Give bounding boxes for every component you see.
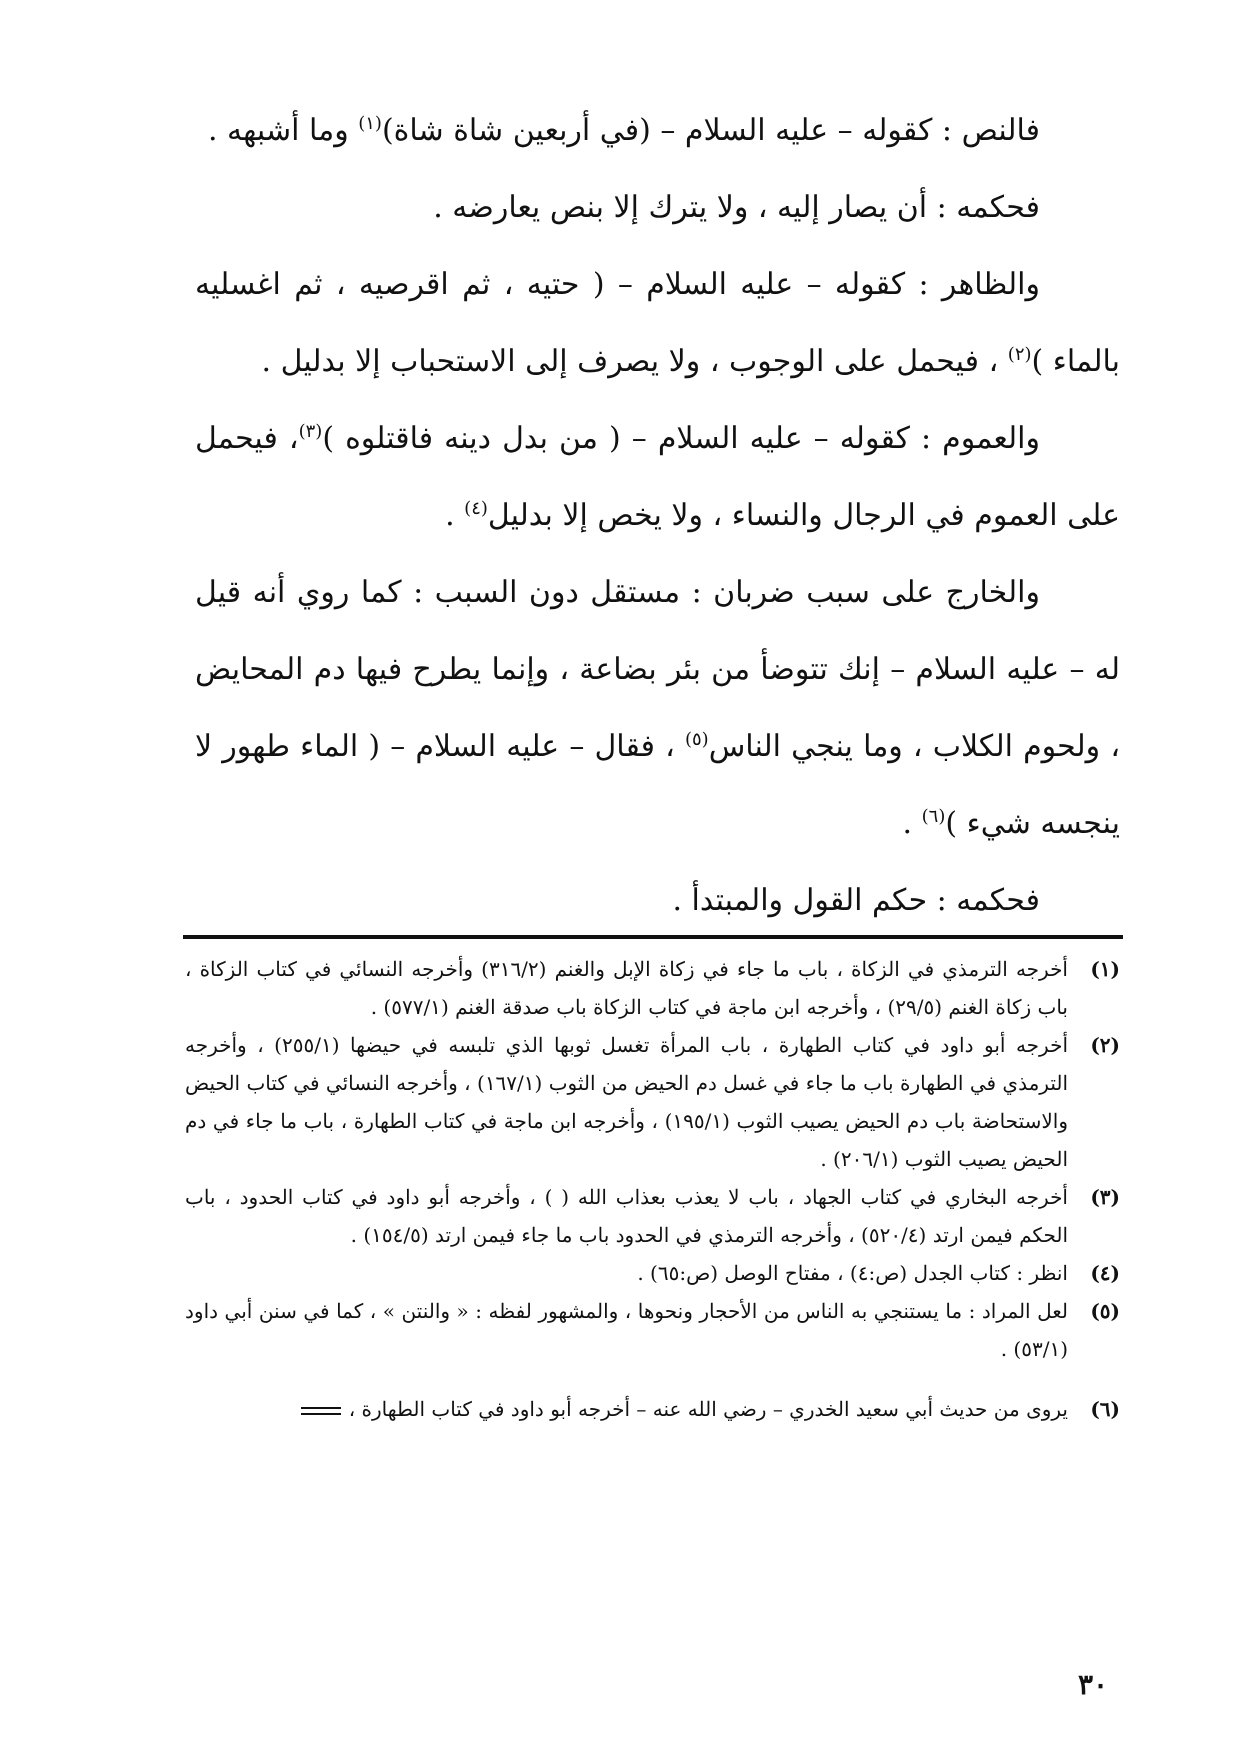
- paragraph-kharij: والخارج على سبب ضربان : مستقل دون السبب : كما روي أنه قيل له – عليه السلام – إنك تتوضأ من بئر بضاعة ، وإنما يطرح فيها دم المحايض ، ولحوم الكلاب ، وما ينجي الناس$^{(٥)}$ ، فقال – عليه السلام – ( الماء طهور لا ينجسه شيء )$^{(٦)}$ .: [195, 575, 1121, 841]
- footnote-text: أخرجه الترمذي في الزكاة ، باب ما جاء في زكاة الإبل والغنم (٣١٦/٢) وأخرجه النسائي في كتاب الزكاة ، باب زكاة الغنم (٢٩/٥) ، وأخرجه ابن ماجة في كتاب الزكاة باب صدقة الغنم (٥٧٧/١) .: [185, 957, 1068, 1019]
- footnote-1: [185, 950, 1120, 1026]
- paragraph-kharij-ruling: فحكمه : حكم القول والمبتدأ .: [672, 883, 1040, 918]
- footnote-separator: [183, 935, 1123, 939]
- footnote-5: [185, 1292, 1120, 1368]
- footnote-text: أخرجه البخاري في كتاب الجهاد ، باب لا يعذب بعذاب الله ( ) ، وأخرجه أبو داود في كتاب الحدود ، باب الحكم فيمن ارتد (٥٢٠/٤) ، وأخرجه الترمذي في الحدود باب ما جاء فيمن ارتد (١٥٤/٥) .: [185, 1185, 1068, 1247]
- footnote-number: (٣): [1090, 1185, 1120, 1209]
- footnote-ref-6: (٦): [921, 806, 946, 827]
- footnote-number: (٤): [1090, 1261, 1120, 1285]
- footnote-text: لعل المراد : ما يستنجي به الناس من الأحجار ونحوها ، والمشهور لفظه : « والنتن » ، كما في سنن أبي داود (٥٣/١) .: [185, 1299, 1068, 1361]
- paragraph-nass-ruling: فحكمه : أن يصار إليه ، ولا يترك إلا بنص يعارضه .: [433, 190, 1040, 225]
- footnote-3: [185, 1178, 1120, 1254]
- footnote-number: (١): [1090, 957, 1120, 981]
- page-number: ٣٠: [1078, 1668, 1109, 1701]
- footnote-4: [185, 1254, 1120, 1292]
- paragraph-umum: والعموم : كقوله – عليه السلام – ( من بدل دينه فاقتلوه )$^{(٣)}$، فيحمل على العموم في الرجال والنساء ، ولا يخص إلا بدليل$^{(٤)}$ .: [195, 421, 1120, 533]
- footnote-text: انظر : كتاب الجدل (ص:٤) ، مفتاح الوصل (ص:٦٥) .: [637, 1261, 1068, 1285]
- footnote-ref-1: (١): [358, 113, 382, 134]
- footnote-number: (٢): [1090, 1033, 1120, 1057]
- footnote-text: يروى من حديث أبي سعيد الخدري – رضي الله عنه – أخرجه أبو داود في كتاب الطهارة ،: [185, 1390, 1068, 1428]
- paragraph-zahir: والظاهر : كقوله – عليه السلام – ( حتيه ، ثم اقرصيه ، ثم اغسليه بالماء )$^{(٢)}$ ، فيحمل على الوجوب ، ولا يصرف إلى الاستحباب إلا بدليل .: [195, 267, 1120, 379]
- footnotes: [185, 950, 1120, 1428]
- paragraph-nass: فالنص : كقوله – عليه السلام – (في أربعين شاة شاة)$^{(١)}$ وما أشبهه .: [207, 113, 1040, 148]
- footnote-ref-3: (٣): [298, 421, 323, 442]
- footnote-number: (٥): [1090, 1299, 1120, 1323]
- footnote-text: أخرجه أبو داود في كتاب الطهارة ، باب المرأة تغسل ثوبها الذي تلبسه في حيضها (٢٥٥/١) ، وأخرجه الترمذي في الطهارة باب ما جاء في غسل دم الحيض من الثوب (١٦٧/١) ، وأخرجه النسائي في كتاب الحيض والاستحاضة باب دم الحيض يصيب الثوب (١٩٥/١) ، وأخرجه ابن ماجة في كتاب الطهارة ، باب ما جاء في دم الحيض يصيب الثوب (٢٠٦/١) .: [185, 1033, 1069, 1171]
- footnote-ref-4: (٤): [464, 498, 488, 519]
- footnote-number: (٦): [1090, 1397, 1120, 1421]
- footnote-ref-5: (٥): [684, 729, 709, 750]
- footnote-6: [185, 1390, 1120, 1428]
- continuation-mark-icon: [301, 1407, 341, 1415]
- footnote-spacer: [185, 1368, 1120, 1390]
- main-text: [195, 92, 1120, 939]
- footnote-ref-2: (٢): [1007, 344, 1032, 365]
- footnote-2: [185, 1026, 1120, 1178]
